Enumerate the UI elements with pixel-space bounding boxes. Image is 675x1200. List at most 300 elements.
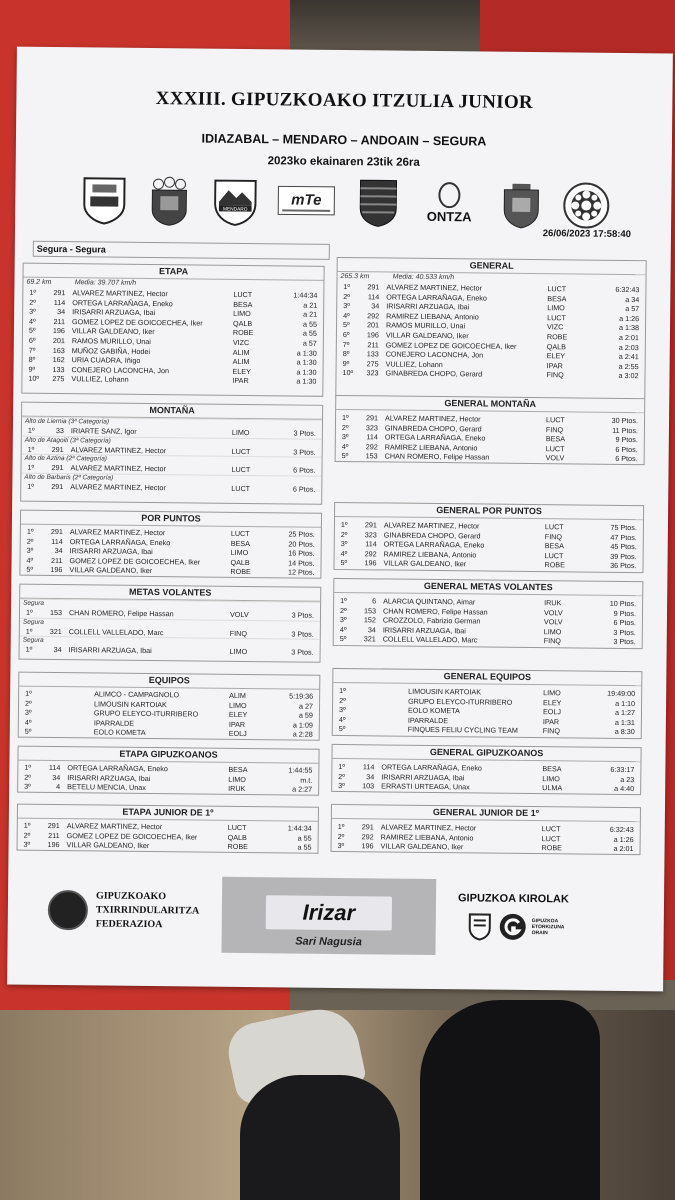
team-code: ROBE: [230, 567, 251, 577]
shield-logo-mendaro: [211, 177, 260, 226]
position: 3º: [338, 781, 345, 791]
gk-small-3: ORAIN: [531, 930, 548, 937]
etapa-junior-table: [17, 804, 319, 854]
rider-name: VILLAR GALDEANO, Iker: [69, 565, 153, 576]
result-value: 6 Ptos.: [292, 484, 316, 494]
bib-number: 34: [54, 546, 63, 556]
rider-name: ALVAREZ MARTINEZ, Hector: [386, 282, 482, 293]
table-row: [22, 374, 322, 387]
result-value: 30 Ptos.: [611, 415, 639, 426]
metas-volantes-table: [19, 584, 322, 663]
team-code: IPAR: [546, 360, 563, 371]
team-code: EOLJ: [542, 707, 562, 717]
rider-name: ORTEGA LARRAÑAGA, Eneko: [69, 536, 171, 547]
team-code: LIMO: [543, 626, 562, 637]
general-gipuzkoanos-title: GENERAL GIPUZKOANOS: [332, 745, 640, 762]
crest-logo-andoain: [145, 176, 194, 225]
por-puntos-rows: [20, 525, 321, 578]
rider-name: IPARRALDE: [93, 718, 135, 728]
rider-name: GINABREDA CHOPO, Gerard: [383, 530, 481, 541]
result-value: 6 Ptos.: [615, 444, 638, 454]
position: 4º: [338, 714, 346, 724]
position: 1º: [27, 481, 35, 491]
team-code: EOLJ: [228, 729, 247, 739]
team-code: VIZC: [546, 322, 564, 332]
position: 4º: [343, 310, 350, 320]
position: 2º: [339, 695, 346, 705]
position: 2º: [338, 771, 345, 781]
montana-title: MONTAÑA: [22, 403, 322, 420]
bib-number: 114: [365, 539, 377, 549]
team-code: QALB: [232, 318, 253, 328]
result-value: a 59: [298, 710, 313, 720]
position: 3º: [341, 432, 349, 442]
result-value: 5:19:36: [289, 691, 314, 701]
gk-small-2: ETORKIZUNA: [531, 924, 565, 931]
team-code: ALIM: [232, 347, 250, 357]
position: 10º: [28, 374, 40, 384]
result-value: a 34: [625, 294, 640, 304]
bib-number: 292: [361, 831, 374, 841]
result-value: 1:44:34: [293, 290, 318, 300]
team-code: IRUK: [228, 784, 246, 794]
general-km: 265.3 km: [340, 272, 370, 281]
team-code: VOLV: [543, 617, 563, 627]
rider-name: CHAN ROMERO, Felipe Hassan: [382, 606, 488, 617]
team-code: BESA: [545, 434, 566, 444]
position: 3º: [24, 707, 32, 717]
bib-number: 292: [364, 549, 377, 559]
svg-text:MENDARO: MENDARO: [222, 206, 248, 213]
etapa-table: [21, 263, 324, 397]
result-value: 36 Ptos.: [610, 561, 637, 571]
position: 1º: [26, 526, 34, 536]
general-puntos-rows: [334, 517, 643, 571]
bib-number: 291: [361, 822, 374, 832]
team-code: LUCT: [231, 446, 251, 456]
team-code: BESA: [230, 538, 250, 548]
position: 1º: [343, 282, 351, 292]
footer-sponsors: [7, 875, 664, 962]
team-code: LUCT: [231, 465, 251, 475]
position: 2º: [341, 422, 349, 432]
team-code: FINQ: [545, 424, 564, 434]
team-code: VIZC: [232, 337, 250, 348]
result-value: 3 Ptos.: [291, 610, 315, 620]
team-code: LIMO: [542, 773, 560, 783]
rider-name: ALVAREZ MARTINEZ, Hector: [69, 527, 166, 538]
team-code: LIMO: [230, 548, 249, 558]
team-code: LUCT: [544, 522, 564, 532]
team-code: QALB: [546, 341, 567, 351]
team-code: LIMO: [543, 688, 561, 698]
team-code: BESA: [228, 764, 248, 775]
result-value: a 55: [302, 319, 318, 329]
rider-name: ALVAREZ MARTINEZ, Hector: [70, 444, 167, 455]
position: 9º: [342, 358, 350, 368]
rider-name: ORTEGA LARRAÑAGA, Eneko: [381, 762, 482, 773]
rider-name: LIMOUSIN KARTOIAK: [94, 699, 167, 709]
rider-name: ORTEGA LARRAÑAGA, Eneko: [384, 432, 486, 443]
team-code: ALIM: [232, 357, 250, 367]
circle-flower-logo: [562, 181, 611, 230]
bib-number: 211: [53, 316, 66, 326]
bib-number: 323: [365, 422, 379, 432]
result-value: 6:32:43: [609, 824, 634, 835]
team-code: ELEY: [546, 351, 566, 361]
rider-name: ALVAREZ MARTINEZ, Hector: [70, 481, 166, 492]
rider-name: IRIARTE SANZ, Igor: [70, 426, 137, 436]
irizar-logo: [266, 895, 392, 930]
rider-name: GINABREDA CHOPO, Gerard: [385, 368, 483, 379]
team-code: LUCT: [547, 284, 567, 294]
bib-number: 275: [366, 359, 379, 369]
team-code: IRUK: [544, 598, 562, 608]
bib-number: 196: [47, 840, 60, 850]
table-row: [18, 840, 318, 853]
result-value: 47 Ptos.: [610, 532, 637, 542]
bib-number: 211: [367, 339, 379, 349]
bib-number: 33: [55, 426, 64, 436]
category-label: Alto de Barbaris (2ª Categoría): [21, 472, 321, 484]
position: 1º: [29, 287, 37, 297]
result-value: 14 Ptos.: [288, 558, 315, 568]
result-value: 1:44:55: [288, 765, 313, 775]
position: 1º: [25, 626, 33, 636]
equipos-table: [18, 672, 321, 741]
team-code: LIMO: [547, 303, 565, 313]
team-code: FINQ: [546, 370, 564, 380]
team-code: LUCT: [227, 822, 247, 833]
team-code: ELEY: [543, 697, 562, 707]
etapa-rows: [22, 288, 323, 387]
bib-number: 6: [372, 596, 377, 606]
rider-name: GOMEZ LOPEZ DE GOICOECHEA, Iker: [66, 830, 198, 842]
bib-number: 292: [365, 442, 378, 452]
rider-name: ALIMCO - CAMPAGNOLO: [94, 689, 180, 700]
bib-number: 291: [53, 287, 66, 298]
rider-name: IRISARRI ARZUAGA, Ibai: [381, 772, 465, 782]
result-value: 45 Ptos.: [610, 542, 637, 552]
position: 6º: [28, 335, 36, 345]
rider-name: EOLO KOMETA: [93, 727, 146, 738]
dates-subtitle: 2023ko ekainaren 23tik 26ra: [267, 155, 420, 169]
table-row: [332, 781, 640, 794]
position: 2º: [26, 536, 34, 546]
general-montana-table: [335, 395, 646, 465]
rider-name: RAMIREZ LIEBANA, Antonio: [383, 549, 477, 560]
etapa-title: ETAPA: [24, 264, 324, 281]
federation-seal-icon: [48, 890, 88, 930]
position: 5º: [341, 451, 349, 461]
bib-number: 34: [52, 772, 61, 782]
result-value: 6 Ptos.: [613, 618, 636, 628]
rider-name: URIA CUADRA, Iñigo: [71, 355, 141, 366]
bib-number: 196: [50, 565, 63, 575]
rider-name: GINABREDA CHOPO, Gerard: [384, 423, 482, 434]
general-gipuzkoanos-table: [331, 744, 641, 795]
rider-name: ORTEGA LARRAÑAGA, Eneko: [72, 297, 173, 308]
bib-number: 291: [366, 413, 379, 423]
position: 3º: [337, 841, 345, 851]
bib-number: 291: [364, 520, 377, 530]
svg-text:mTe: mTe: [291, 190, 322, 209]
bib-number: 291: [50, 526, 63, 537]
result-value: 9 Ptos.: [613, 608, 637, 618]
general-equipos-title: GENERAL EQUIPOS: [333, 669, 641, 686]
general-junior-table: [331, 804, 641, 855]
result-value: m.t.: [300, 775, 313, 785]
position: 2º: [337, 831, 345, 841]
result-value: a 2:27: [292, 784, 313, 794]
rider-name: VILLAR GALDEANO, Iker: [66, 840, 150, 851]
position: 5º: [339, 634, 347, 644]
bib-number: 291: [51, 444, 64, 454]
etapa-junior-title: ETAPA JUNIOR DE 1º: [18, 805, 318, 822]
rider-name: ORTEGA LARRAÑAGA, Eneko: [386, 292, 487, 303]
rider-name: MUÑOZ GABIÑA, Hodei: [71, 345, 151, 356]
result-value: a 2:28: [292, 729, 313, 740]
team-code: LIMO: [233, 309, 251, 319]
result-value: 3 Ptos.: [613, 637, 636, 647]
general-table: [335, 257, 646, 400]
position: 1º: [23, 820, 31, 830]
result-value: a 1:09: [292, 720, 313, 730]
position: 3º: [26, 545, 34, 555]
position: 2º: [23, 830, 31, 840]
gipuzkoa-g-icon: [498, 912, 528, 942]
result-value: 3 Ptos.: [291, 647, 314, 657]
result-value: 3 Ptos.: [291, 629, 314, 639]
table-row: [333, 724, 641, 737]
general-title: GENERAL: [338, 258, 646, 275]
federation-line-1: GIPUZKOAKO: [95, 890, 167, 903]
team-code: IPAR: [228, 719, 246, 729]
federation-line-3: FEDERAZIOA: [95, 918, 163, 931]
rider-name: VILLAR GALDEANO, Iker: [71, 326, 155, 337]
category-label: Segura: [20, 636, 320, 648]
team-code: LIMO: [231, 427, 250, 438]
rider-name: ERRASTI URTEAGA, Unax: [381, 781, 470, 792]
category-label: Alto de Aztina (2ª Categoría): [22, 454, 322, 466]
team-code: BESA: [233, 299, 253, 309]
position: 4º: [341, 441, 349, 451]
irizar-logo-text: Irizar: [302, 899, 356, 926]
position: 3º: [339, 615, 347, 625]
rider-name: CONEJERO LACONCHA, Jon: [385, 349, 484, 360]
bib-number: 34: [367, 625, 376, 635]
svg-text:ONTZA: ONTZA: [426, 208, 472, 224]
rider-name: VULLIEZ, Lohann: [385, 359, 443, 369]
result-value: a 1:26: [613, 834, 634, 844]
result-value: a 1:30: [296, 357, 317, 367]
metas-volantes-title: METAS VOLANTES: [20, 585, 320, 602]
result-value: 75 Ptos.: [610, 522, 637, 533]
bib-number: 323: [364, 529, 377, 539]
rider-name: LIMOUSIN KARTOIAK: [408, 686, 482, 697]
result-value: 6:32:43: [615, 284, 640, 295]
position: 2º: [24, 772, 31, 782]
result-value: a 2:01: [613, 844, 634, 854]
rider-name: ALVAREZ MARTINEZ, Hector: [72, 288, 168, 299]
result-value: a 1:27: [614, 708, 636, 718]
bib-number: 34: [371, 301, 380, 311]
result-value: a 2:03: [618, 342, 639, 352]
category-label: Alto de Liernia (3ª Categoría): [22, 417, 322, 429]
table-row: [19, 727, 319, 740]
irizar-sponsor-banner: [221, 877, 436, 955]
result-value: a 1:30: [296, 376, 317, 387]
bib-number: 291: [367, 282, 380, 292]
bib-number: 162: [52, 355, 65, 365]
result-value: 6 Ptos.: [615, 454, 638, 464]
general-gipuzkoanos-rows: [332, 759, 640, 794]
shield-logo-segura: [497, 180, 546, 229]
bib-number: 103: [362, 781, 375, 791]
bib-number: 196: [364, 558, 377, 568]
report-datetime: 26/06/2023 17:58:40: [542, 228, 632, 241]
bib-number: 291: [51, 463, 64, 473]
rider-name: ALVAREZ MARTINEZ, Hector: [66, 821, 163, 832]
category-label: Segura: [20, 599, 320, 611]
result-value: 3 Ptos.: [293, 428, 316, 438]
team-code: LUCT: [230, 528, 250, 539]
federation-logo: [48, 889, 200, 933]
bib-number: 275: [52, 374, 65, 384]
general-junior-title: GENERAL JUNIOR DE 1º: [332, 805, 640, 822]
result-value: a 55: [297, 833, 312, 843]
result-value: a 21: [303, 309, 318, 319]
team-code: LIMO: [229, 647, 248, 657]
position: 3º: [23, 839, 31, 849]
position: 5º: [28, 326, 36, 336]
team-code: ALIM: [229, 690, 246, 701]
position: 3º: [340, 539, 348, 549]
montana-groups: [21, 417, 322, 495]
position: 4º: [26, 555, 34, 565]
result-value: 25 Ptos.: [288, 529, 315, 539]
result-value: a 1:30: [296, 367, 317, 377]
result-value: 6 Ptos.: [293, 465, 316, 475]
position: 1º: [25, 607, 33, 617]
results-sheet: [7, 47, 673, 992]
general-metas-table: [333, 578, 644, 649]
position: 4º: [24, 717, 32, 727]
result-value: 16 Ptos.: [288, 548, 315, 558]
position: 9º: [28, 364, 36, 374]
mte-logo: [276, 178, 336, 227]
rider-name: BETELU MENCIA, Unax: [67, 782, 146, 793]
position: 2º: [29, 297, 36, 307]
gipuzkoa-etorkizuna-text: [532, 918, 565, 936]
rider-name: RAMOS MURILLO, Unai: [385, 320, 466, 331]
position: 3º: [29, 306, 36, 316]
por-puntos-table: [19, 510, 322, 579]
general-puntos-table: [333, 502, 644, 573]
position: 7º: [28, 345, 36, 355]
bib-number: 153: [49, 607, 63, 618]
result-value: 10 Ptos.: [609, 598, 637, 609]
table-row: [332, 841, 640, 854]
position: 1º: [340, 596, 347, 606]
rider-name: ORTEGA LARRAÑAGA, Eneko: [383, 539, 485, 550]
bib-number: 163: [52, 345, 65, 355]
bib-number: 153: [363, 605, 377, 615]
team-code: LUCT: [541, 833, 561, 843]
federation-name: [96, 889, 200, 932]
position: 5º: [342, 320, 350, 330]
stage-location: Segura - Segura: [33, 241, 330, 260]
team-code: VOLV: [543, 607, 563, 617]
por-puntos-title: POR PUNTOS: [21, 511, 321, 528]
team-code: ELEY: [228, 710, 248, 720]
bib-number: 114: [362, 762, 375, 772]
result-value: a 2:01: [618, 332, 639, 343]
team-code: VOLV: [545, 453, 565, 463]
general-metas-rows: [334, 593, 643, 647]
etapa-media: Media: 39.707 km/h: [74, 279, 137, 287]
table-row: [334, 634, 642, 647]
bib-number: 153: [365, 451, 378, 461]
general-montana-rows: [336, 410, 645, 464]
bib-number: 133: [52, 364, 65, 374]
result-value: a 4:40: [614, 784, 635, 794]
equipos-title: EQUIPOS: [19, 673, 319, 690]
team-code: ELEY: [232, 366, 251, 376]
gipuzkoa-kirolak-label: GIPUZKOA KIROLAK: [457, 892, 569, 906]
result-value: a 21: [303, 300, 318, 310]
rider-name: RAMIREZ LIEBANA, Antonio: [386, 311, 479, 322]
table-row: [336, 368, 644, 381]
rider-name: CHAN ROMERO, Felipe Hassan: [384, 451, 490, 462]
position: 1º: [338, 761, 346, 772]
team-code: LUCT: [546, 415, 565, 425]
gk-small-1: GIPUZKOA: [531, 918, 559, 925]
etapa-gipuzkoanos-rows: [18, 761, 318, 795]
rider-name: CONEJERO LACONCHA, Jon: [71, 364, 170, 375]
rider-name: RAMOS MURILLO, Unai: [71, 336, 151, 346]
rider-name: IRISARRI ARZUAGA, Ibai: [67, 772, 151, 783]
table-row: [336, 451, 644, 464]
result-value: 3 Ptos.: [613, 627, 636, 637]
bib-number: 34: [57, 307, 66, 317]
result-value: 1:44:34: [287, 823, 312, 833]
gipuzkoa-logos: [468, 911, 565, 942]
rider-name: COLLELL VALLELADO, Marc: [68, 626, 164, 637]
team-code: QALB: [227, 832, 247, 842]
position: 2º: [340, 529, 348, 539]
bib-number: 196: [361, 841, 374, 851]
bib-number: 114: [367, 291, 380, 301]
sari-nagusia-label: Sari Nagusia: [295, 935, 362, 949]
team-code: FINQ: [544, 531, 563, 541]
team-code: LIMO: [228, 774, 246, 784]
rider-name: GRUPO ELEYCO-ITURRIBERO: [408, 696, 513, 707]
team-code: FINQ: [229, 628, 248, 638]
position: 1º: [342, 413, 349, 423]
route-subtitle: IDIAZABAL – MENDARO – ANDOAIN – SEGURA: [201, 131, 487, 149]
general-junior-rows: [332, 819, 640, 854]
general-equipos-rows: [333, 683, 642, 737]
sponsor-logos-row: [80, 172, 611, 233]
rider-name: IRISARRI ARZUAGA, Ibai: [68, 645, 152, 656]
rider-name: ALVAREZ MARTINEZ, Hector: [383, 520, 480, 531]
rider-name: GRUPO ELEYCO-ITURRIBERO: [93, 708, 199, 719]
team-code: ROBE: [544, 560, 565, 570]
rider-name: IPARRALDE: [407, 715, 449, 725]
equipos-rows: [19, 687, 320, 740]
team-code: ROBE: [227, 842, 248, 852]
